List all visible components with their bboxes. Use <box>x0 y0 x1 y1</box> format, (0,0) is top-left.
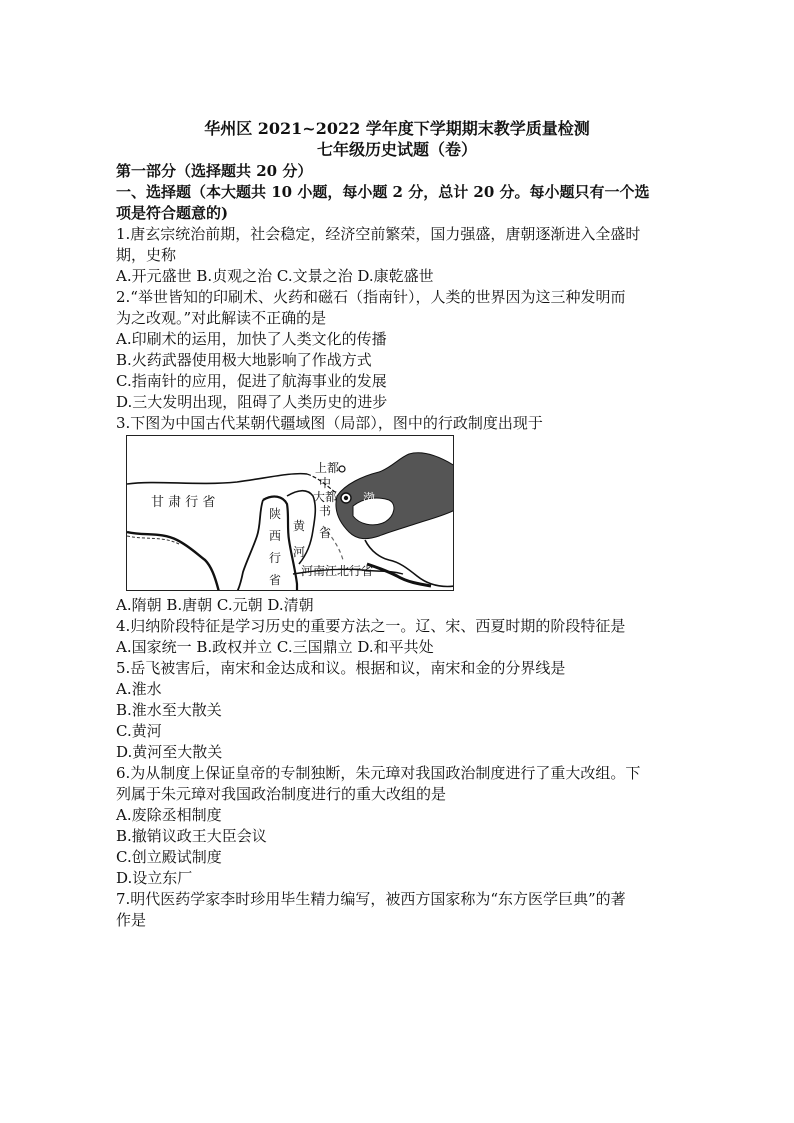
map-label-hai: 海 <box>363 507 376 521</box>
map-label-xing: 行 <box>269 551 282 565</box>
map-label-gansu: 甘 肃 行 省 <box>151 495 216 510</box>
q6-option-b: B.撤销议政王大臣会议 <box>116 827 267 845</box>
q6-stem-line1: 6.为从制度上保证皇帝的专制独断，朱元璋对我国政治制度进行了重大改组。下 <box>116 764 641 782</box>
q1-options: A.开元盛世 B.贞观之治 C.文景之治 D.康乾盛世 <box>116 267 434 285</box>
q2-option-d: D.三大发明出现，阻碍了人类历史的进步 <box>116 393 388 411</box>
q6-option-c: C.创立殿试制度 <box>116 848 222 866</box>
q2-option-b: B.火药武器使用极大地影响了作战方式 <box>116 351 372 369</box>
map-label-zhong: 中 <box>319 476 332 490</box>
q7-stem-line2: 作是 <box>116 911 147 929</box>
section-instructions-line1: 一、选择题（本大题共 10 小题，每小题 2 分，总计 20 分。每小题只有一个选 <box>116 183 650 201</box>
section-instructions-line2: 项是符合题意的) <box>116 204 229 222</box>
q5-option-b: B.淮水至大散关 <box>116 701 222 719</box>
q5-stem: 5.岳飞被害后，南宋和金达成和议。根据和议，南宋和金的分界线是 <box>116 659 566 677</box>
map-label-huang: 黄 <box>293 519 306 533</box>
q2-option-c: C.指南针的应用，促进了航海事业的发展 <box>116 372 387 390</box>
q6-option-d: D.设立东厂 <box>116 869 193 887</box>
map-label-bo: 渤 <box>363 491 376 505</box>
q6-stem-line2: 列属于朱元璋对我国政治制度进行的重大改组的是 <box>116 785 447 803</box>
q1-stem-line1: 1.唐玄宗统治前期，社会稳定，经济空前繁荣，国力强盛，唐朝逐渐进入全盛时 <box>116 225 641 243</box>
q2-stem-line2: 为之改观。”对此解读不正确的是 <box>116 309 327 327</box>
q5-option-a: A.淮水 <box>116 680 162 698</box>
q1-stem-line2: 期，史称 <box>116 246 177 264</box>
map-label-xi: 西 <box>269 529 282 543</box>
q6-option-a: A.废除丞相制度 <box>116 806 222 824</box>
map-drawing <box>127 436 454 591</box>
map-label-dadu: 大都 <box>313 490 338 504</box>
q2-stem-line1: 2.“举世皆知的印刷术、火药和磁石（指南针），人类的世界因为这三种发明而 <box>116 288 626 306</box>
q3-options: A.隋朝 B.唐朝 C.元朝 D.清朝 <box>116 596 314 614</box>
q5-option-c: C.黄河 <box>116 722 162 740</box>
q4-stem: 4.归纳阶段特征是学习历史的重要方法之一。辽、宋、西夏时期的阶段特征是 <box>116 617 626 635</box>
map-label-henan: 河南江北行省 <box>301 564 374 578</box>
yuan-territory-map <box>126 435 454 591</box>
map-label-sheng2: 省 <box>269 573 282 587</box>
q4-options: A.国家统一 B.政权并立 C.三国鼎立 D.和平共处 <box>116 638 434 656</box>
map-label-he: 河 <box>293 545 306 559</box>
part1-heading: 第一部分（选择题共 20 分） <box>116 162 313 180</box>
q7-stem-line1: 7.明代医药学家李时珍用毕生精力编写，被西方国家称为“东方医学巨典”的著 <box>116 890 626 908</box>
q5-option-d: D.黄河至大散关 <box>116 743 223 761</box>
exam-subtitle: 七年级历史试题（卷） <box>316 140 477 159</box>
exam-title: 华州区 2021~2022 学年度下学期期末教学质量检测 <box>204 119 590 138</box>
q3-stem: 3.下图为中国古代某朝代疆域图（局部），图中的行政制度出现于 <box>116 414 543 432</box>
map-label-shaan: 陕 <box>269 507 282 521</box>
map-label-sheng: 省 <box>319 526 332 540</box>
map-label-shangdu: 上都 <box>315 461 340 475</box>
map-label-shu: 书 <box>319 504 332 518</box>
q2-option-a: A.印刷术的运用，加快了人类文化的传播 <box>116 330 387 348</box>
